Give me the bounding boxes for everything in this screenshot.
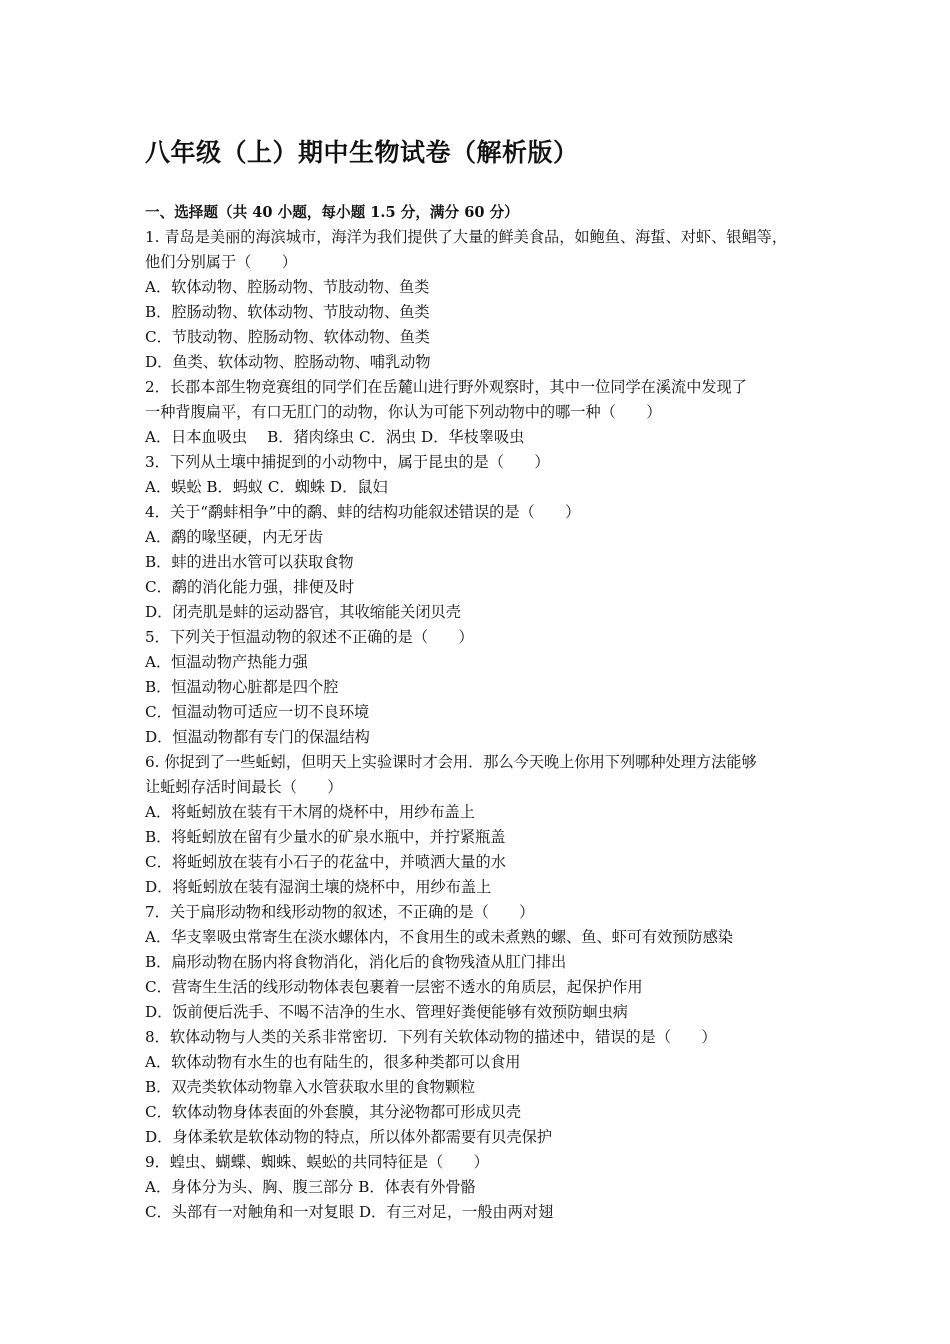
option-line: C．鹬的消化能力强，排便及时 [145, 578, 355, 596]
question-line: 让蚯蚓存活时间最长（ ） [145, 778, 343, 796]
option-line: D．鱼类、软体动物、腔肠动物、哺乳动物 [145, 353, 431, 371]
section-heading: 一、选择题（共 40 小题，每小题 1.5 分，满分 60 分） [145, 204, 519, 221]
option-line: B．腔肠动物、软体动物、节肢动物、鱼类 [145, 303, 430, 321]
question-line: 他们分别属于（ ） [145, 253, 297, 271]
option-line: A．软体动物有水生的也有陆生的，很多种类都可以食用 [145, 1053, 521, 1071]
option-line: B．将蚯蚓放在留有少量水的矿泉水瓶中，并拧紧瓶盖 [145, 828, 506, 846]
option-line: C．将蚯蚓放在装有小石子的花盆中，并喷洒大量的水 [145, 853, 506, 871]
option-line: A．鹬的喙坚硬，内无牙齿 [145, 528, 324, 546]
question-line: 5．下列关于恒温动物的叙述不正确的是（ ） [145, 628, 474, 646]
question-line: 一种背腹扁平，有口无肛门的动物，你认为可能下列动物中的哪一种（ ） [145, 403, 662, 421]
option-line: C．营寄生生活的线形动物体表包裹着一层密不透水的角质层，起保护作用 [145, 978, 643, 996]
option-line: A．日本血吸虫 B．猪肉绦虫 C．涡虫 D．华枝睾吸虫 [145, 428, 525, 446]
question-line: 7．关于扁形动物和线形动物的叙述，不正确的是（ ） [145, 903, 535, 921]
option-line: D．闭壳肌是蚌的运动器官，其收缩能关闭贝壳 [145, 603, 461, 621]
option-line: A．蜈蚣 B．蚂蚁 C．蜘蛛 D．鼠妇 [145, 478, 388, 496]
question-line: 9．蝗虫、蝴蝶、蜘蛛、蜈蚣的共同特征是（ ） [145, 1153, 489, 1171]
question-line: 8．软体动物与人类的关系非常密切．下列有关软体动物的描述中，错误的是（ ） [145, 1028, 717, 1046]
option-line: B．扁形动物在肠内将食物消化，消化后的食物残渣从肛门排出 [145, 953, 567, 971]
option-line: C．节肢动物、腔肠动物、软体动物、鱼类 [145, 328, 430, 346]
option-line: A．华支睾吸虫常寄生在淡水螺体内，不食用生的或未煮熟的螺、鱼、虾可有效预防感染 [145, 928, 734, 946]
question-line: 4．关于“鹬蚌相争”中的鹬、蚌的结构功能叙述错误的是（ ） [145, 503, 581, 521]
option-line: D．饭前便后洗手、不喝不洁净的生水、管理好粪便能够有效预防蛔虫病 [145, 1003, 628, 1021]
option-line: D．将蚯蚓放在装有湿润土壤的烧杯中，用纱布盖上 [145, 878, 492, 896]
question-line: 3．下列从土壤中捕捉到的小动物中，属于昆虫的是（ ） [145, 453, 550, 471]
question-line: 2．长郡本部生物竞赛组的同学们在岳麓山进行野外观察时，其中一位同学在溪流中发现了 [145, 378, 747, 396]
option-line: D．恒温动物都有专门的保温结构 [145, 728, 370, 746]
option-line: B．蚌的进出水管可以获取食物 [145, 553, 354, 571]
option-line: A．恒温动物产热能力强 [145, 653, 308, 671]
option-line: A．将蚯蚓放在装有干木屑的烧杯中，用纱布盖上 [145, 803, 475, 821]
option-line: A．身体分为头、胸、腹三部分 B．体表有外骨骼 [145, 1178, 476, 1196]
question-line: 6. 你捉到了一些蚯蚓，但明天上实验课时才会用．那么今天晚上你用下列哪种处理方法能够 [145, 753, 757, 771]
option-line: B．双壳类软体动物靠入水管获取水里的食物颗粒 [145, 1078, 476, 1096]
option-line: A．软体动物、腔肠动物、节肢动物、鱼类 [145, 278, 430, 296]
option-line: C．头部有一对触角和一对复眼 D．有三对足，一般由两对翅 [145, 1203, 554, 1221]
option-line: D．身体柔软是软体动物的特点，所以体外都需要有贝壳保护 [145, 1128, 553, 1146]
document-body [145, 200, 815, 1225]
option-line: C．软体动物身体表面的外套膜，其分泌物都可形成贝壳 [145, 1103, 522, 1121]
option-line: B．恒温动物心脏都是四个腔 [145, 678, 339, 696]
option-line: C．恒温动物可适应一切不良环境 [145, 703, 370, 721]
document-title: 八年级（上）期中生物试卷（解析版） [145, 138, 579, 167]
question-line: 1. 青岛是美丽的海滨城市，海洋为我们提供了大量的鲜美食品，如鲍鱼、海蜇、对虾、银鲳等， [145, 228, 788, 246]
